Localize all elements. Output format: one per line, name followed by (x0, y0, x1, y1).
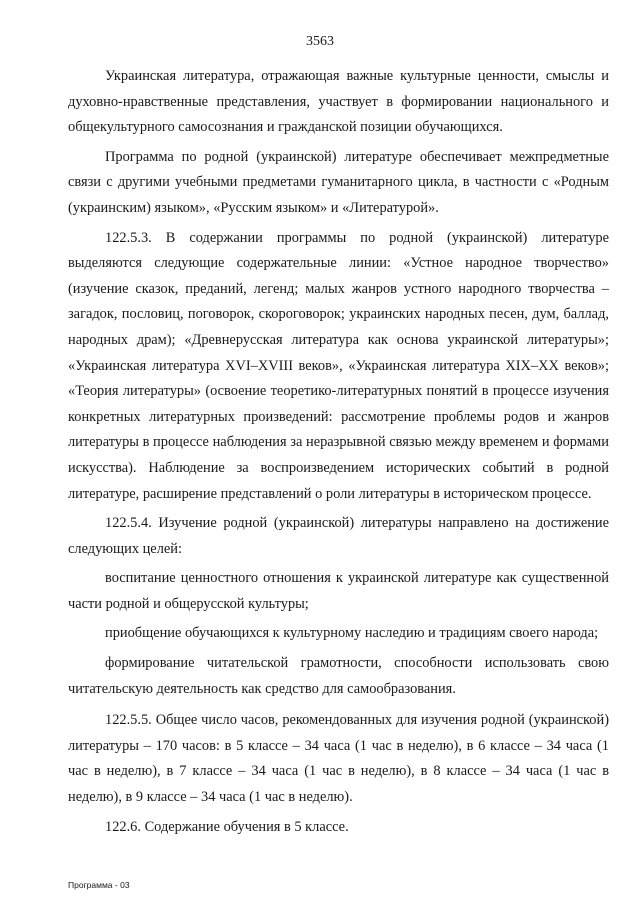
goal-item: воспитание ценностного отношения к украинской литературе как существенной части родной и общерусской культуры; (68, 570, 609, 612)
footer-label: Программа - 03 (68, 880, 130, 890)
paragraph-intro: Украинская литература, отражающая важные культурные ценности, смыслы и духовно-нравственные представления, участвует в формировании национального и общекультурного самосознания и гражданской позиции обучающихся. (68, 68, 609, 136)
paragraph-122-6: 122.6. Содержание обучения в 5 классе. (105, 818, 349, 835)
page-number: 3563 (306, 34, 334, 49)
paragraph-122-5-4: 122.5.4. Изучение родной (украинской) литературы направлено на достижение следующих целей: (68, 515, 609, 557)
paragraph-122-5-3: 122.5.3. В содержании программы по родной (украинской) литературе выделяются следующие содержательные линии: «Устное народное творчество» (изучение сказок, преданий, легенд; малых жанров устного народного творчества – загадок, пословиц, поговорок, скороговорок; украинских народных песен, дум, баллад, народных драм); «Древнерусская литература как основа украинской литературы»; «Украинская литература XVI–XVIII веков», «Украинская литература XIX–XX веков»; «Теория литературы» (освоение теоретико-литературных понятий в процессе изучения конкретных литературных произведений: рассмотрение проблемы родов и жанров литературы в процессе наблюдения за неразрывной связью между временем и формами искусства). Наблюдение за воспроизведением исторических событий в родной литературе, расширение представлений о роли литературы в историческом процессе. (68, 229, 609, 502)
paragraph-interdisciplinary: Программа по родной (украинской) литературе обеспечивает межпредметные связи с другими учебными предметами гуманитарного цикла, в частности с «Родным (украинским) языком», «Русским языком» и «Литературой». (68, 148, 609, 216)
document-body (68, 64, 609, 844)
goal-item: приобщение обучающихся к культурному наследию и традициям своего народа; (105, 625, 599, 642)
goal-item: формирование читательской грамотности, способности использовать свою читательскую деятельность как средство для самообразования. (68, 655, 609, 697)
paragraph-122-5-5: 122.5.5. Общее число часов, рекомендованных для изучения родной (украинской) литературы – 170 часов: в 5 классе – 34 часа (1 час в неделю), в 6 классе – 34 часа (1 час в неделю), в 7 классе – 34 часа (1 час в неделю), в 8 классе – 34 часа (1 час в неделю), в 9 классе – 34 часа (1 час в неделю). (68, 712, 609, 806)
